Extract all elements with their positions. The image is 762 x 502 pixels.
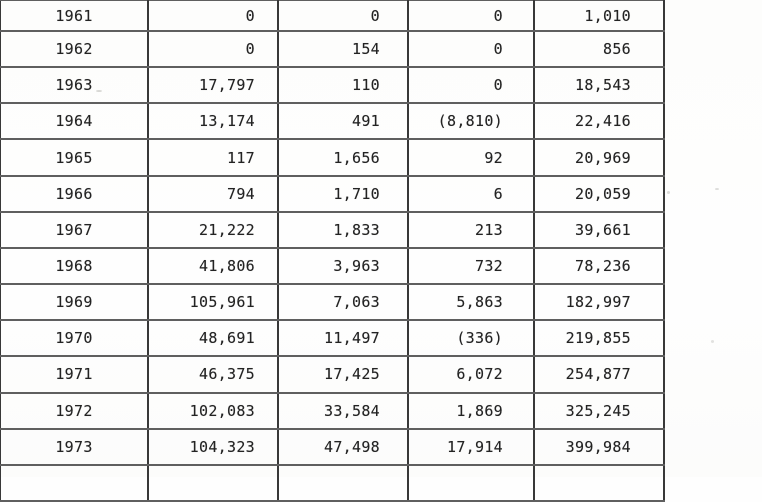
value-cell: 1,869 xyxy=(408,393,534,429)
value-cell: 1,010 xyxy=(534,0,664,31)
value-cell: 794 xyxy=(148,176,278,212)
value-cell: 3,963 xyxy=(278,248,408,284)
value-cell: 491 xyxy=(278,103,408,139)
year-cell xyxy=(0,465,148,501)
value-cell: 110 xyxy=(278,67,408,103)
table-row xyxy=(0,429,664,465)
value-cell: 18,543 xyxy=(534,67,664,103)
value-cell: 0 xyxy=(148,0,278,31)
year-cell: 1968 xyxy=(0,248,148,284)
table-row xyxy=(0,67,664,103)
year-cell: 1962 xyxy=(0,31,148,67)
value-cell: 1,710 xyxy=(278,176,408,212)
year-cell: 1972 xyxy=(0,393,148,429)
value-cell: 732 xyxy=(408,248,534,284)
table-row xyxy=(0,0,664,31)
value-cell: 17,914 xyxy=(408,429,534,465)
value-cell: 399,984 xyxy=(534,429,664,465)
year-cell: 1971 xyxy=(0,356,148,392)
value-cell: 6,072 xyxy=(408,356,534,392)
year-cell: 1966 xyxy=(0,176,148,212)
year-cell: 1963 xyxy=(0,67,148,103)
table-row xyxy=(0,465,664,501)
value-cell: 105,961 xyxy=(148,284,278,320)
value-cell: 33,584 xyxy=(278,393,408,429)
value-cell: 48,691 xyxy=(148,320,278,356)
table-row xyxy=(0,284,664,320)
value-cell: 7,063 xyxy=(278,284,408,320)
table-row xyxy=(0,320,664,356)
value-cell: 78,236 xyxy=(534,248,664,284)
value-cell: 213 xyxy=(408,212,534,248)
year-cell: 1967 xyxy=(0,212,148,248)
year-cell: 1973 xyxy=(0,429,148,465)
value-cell: 5,863 xyxy=(408,284,534,320)
value-cell: 182,997 xyxy=(534,284,664,320)
table-row xyxy=(0,248,664,284)
year-cell: 1965 xyxy=(0,139,148,175)
value-cell: 856 xyxy=(534,31,664,67)
scan-noise-speck xyxy=(711,340,714,343)
value-cell: 0 xyxy=(408,0,534,31)
value-cell: 39,661 xyxy=(534,212,664,248)
value-cell: 6 xyxy=(408,176,534,212)
table-row xyxy=(0,103,664,139)
value-cell: 254,877 xyxy=(534,356,664,392)
value-cell: 0 xyxy=(408,67,534,103)
year-cell: 1964 xyxy=(0,103,148,139)
value-cell: 0 xyxy=(148,31,278,67)
year-cell: 1970 xyxy=(0,320,148,356)
value-cell: 11,497 xyxy=(278,320,408,356)
value-cell: 325,245 xyxy=(534,393,664,429)
table-row xyxy=(0,139,664,175)
value-cell xyxy=(148,465,278,501)
table-row xyxy=(0,212,664,248)
value-cell xyxy=(534,465,664,501)
value-cell: 117 xyxy=(148,139,278,175)
value-cell: 1,656 xyxy=(278,139,408,175)
year-cell: 1969 xyxy=(0,284,148,320)
table-row xyxy=(0,176,664,212)
table-row xyxy=(0,31,664,67)
value-cell xyxy=(278,465,408,501)
value-cell: 1,833 xyxy=(278,212,408,248)
value-cell: 21,222 xyxy=(148,212,278,248)
value-cell: 20,059 xyxy=(534,176,664,212)
scan-noise-speck xyxy=(667,191,670,194)
value-cell: 104,323 xyxy=(148,429,278,465)
value-cell: (336) xyxy=(408,320,534,356)
table-row xyxy=(0,393,664,429)
value-cell: 0 xyxy=(408,31,534,67)
value-cell: 46,375 xyxy=(148,356,278,392)
value-cell: 92 xyxy=(408,139,534,175)
value-cell: (8,810) xyxy=(408,103,534,139)
value-cell xyxy=(408,465,534,501)
value-cell: 13,174 xyxy=(148,103,278,139)
value-cell: 102,083 xyxy=(148,393,278,429)
value-cell: 17,425 xyxy=(278,356,408,392)
value-cell: 22,416 xyxy=(534,103,664,139)
value-cell: 0 xyxy=(278,0,408,31)
value-cell: 20,969 xyxy=(534,139,664,175)
value-cell: 47,498 xyxy=(278,429,408,465)
value-cell: 219,855 xyxy=(534,320,664,356)
value-cell: 41,806 xyxy=(148,248,278,284)
scan-noise-speck xyxy=(715,188,719,190)
year-cell: 1961 xyxy=(0,0,148,31)
scan-noise-speck xyxy=(96,90,102,92)
table-row xyxy=(0,356,664,392)
value-cell: 17,797 xyxy=(148,67,278,103)
value-cell: 154 xyxy=(278,31,408,67)
